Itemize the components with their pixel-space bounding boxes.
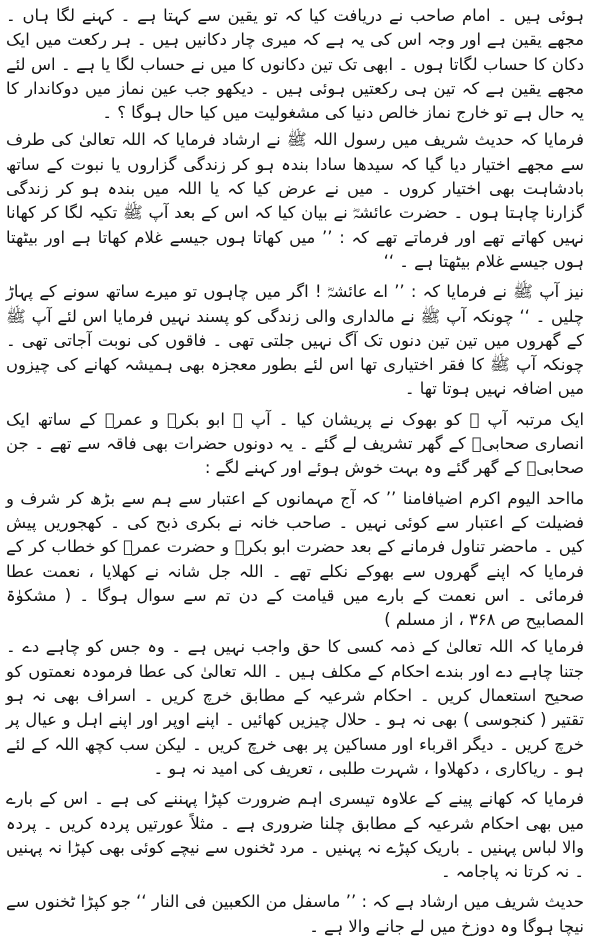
paragraph-5 bbox=[6, 487, 584, 633]
paragraph-1: ہوئی ہیں ۔ امام صاحب نے دریافت کیا کہ تو یقین سے کہتا ہے ۔ کہنے لگا ہاں ۔ مجھے یقین ہے اور وجہ اس کی یہ ہے کہ میری چار دکانیں ہیں ۔ ہر رکعت میں ایک دکان کا حساب لگاتا ہوں ۔ ابھی تک تین دکانوں کا میں نے حساب لگا یا ہے ۔ اس لئے مجھے یقین ہے کہ تین ہی رکعتیں ہوئی ہیں ۔ دیکھو جب عین نماز میں دوکاندار کا یہ حال ہے تو خارج نماز خالص دنیا کی مشغولیت میں کیا حال ہوگا ؟ ۔ bbox=[6, 6, 584, 123]
paragraph-7: فرمایا کہ کھانے پینے کے علاوہ تیسری اہم ضرورت کپڑا پہننے کی ہے ۔ اس کے بارے میں بھی احکام شرعیہ کے مطابق چلنا ضروری ہے ۔ مثلاً عورتیں پردہ کریں ۔ پردہ والا لباس پہنیں ۔ باریک کپڑے نہ پہنیں ۔ مرد ٹخنوں سے نیچے کوئی بھی کپڑا نہ پہنیں ۔ نہ کرتا نہ پاجامہ ۔ bbox=[6, 789, 584, 882]
paragraph-8: حدیث شریف میں ارشاد ہے کہ : ’’ ماسفل من الکعبین فی النار ‘‘ جو کپڑا ٹخنوں سے نیچا ہوگا وہ دوزخ میں لے جانے والا ہے ۔ bbox=[6, 892, 584, 936]
paragraph-6: فرمایا کہ اللہ تعالیٰ کے ذمہ کسی کا حق واجب نہیں ہے ۔ وہ جس کو چاہے دے ۔ جتنا چاہے دے اور بندے احکام کے مکلف ہیں ۔ اللہ تعالیٰ کی عطا فرمودہ نعمتوں کو صحیح استعمال کریں ۔ احکام شرعیہ کے مطابق خرچ کریں ۔ اسراف بھی نہ ہو تقتیر ( کنجوسی ) بھی نہ ہو ۔ حلال چیزیں کھائیں ۔ اپنے اوپر اور اپنے اہل و عیال پر خرچ کریں ۔ دیگر اقرباء اور مساکین پر بھی خرچ کریں ۔ لیکن سب کچھ اللہ کے لئے ہو ۔ ریاکاری ، دکھلاوا ، شہرت طلبی ، تعریف کی امید نہ ہو ۔ bbox=[6, 637, 584, 778]
paragraph-3: نیز آپ ﷺ نے فرمایا کہ : ’’ اے عائشہؓ ! اگر میں چاہوں تو میرے ساتھ سونے کے پہاڑ چلیں ۔ ‘‘ چونکہ آپ ﷺ نے مالداری والی زندگی کو پسند نہیں فرمایا اس لئے آپ ﷺ کے گھروں میں تین تین دنوں تک آگ نہیں جلتی تھی ۔ فاقوں کی نوبت آجاتی تھی ۔ چونکہ آپ ﷺ کا فقر اختیاری تھا اس لئے بطور معجزہ بھی ہمیشہ کھانے کی چیزوں میں اضافہ نہیں ہوتا تھا ۔ bbox=[6, 282, 584, 399]
paragraph-2: فرمایا کہ حدیث شریف میں رسول اللہ ﷺ نے ارشاد فرمایا کہ اللہ تعالیٰ کی طرف سے مجھے اختیار دیا گیا کہ سیدھا سادا بندہ ہو کر زندگی گزاروں یا نبوت کے ساتھ بادشاہت بھی اختیار کروں ۔ میں نے عرض کیا کہ یا اللہ میں بندہ ہو کر زندگی گزارنا چاہتا ہوں ۔ حضرت عائشہؓ نے بیان کیا کہ اس کے بعد آپ ﷺ تکیہ لگا کر کھانا نہیں کھاتے تھے اور فرماتے تھے کہ : ’’ میں کھاتا ہوں جیسے غلام کھاتا ہے اور بیٹھتا ہوں جیسے غلام بیٹھتا ہے ۔ ‘‘ bbox=[6, 130, 584, 271]
paragraph-4: ایک مرتبہ آپ ﷺ کو بھوک نے پریشان کیا ۔ آپ ﷺ ابو بکرؓ و عمرؓ کے ساتھ ایک انصاری صحابیؓ کے گھر تشریف لے گئے ۔ یہ دونوں حضرات بھی فاقہ سے تھے ۔ جن صحابیؓ کے گھر گئے وہ بہت خوش ہوئے اور کہنے لگے : bbox=[6, 409, 584, 478]
paragraph-5-text: اکرم اضیافامنا ’’ کہ آج مہمانوں کے اعتبار سے ہم سے بڑھ کر شرف و فضیلت کے اعتبار سے کوئی نہیں ۔ صاحب خانہ نے بکری ذبح کی ۔ کھجوریں پیش کیں ۔ ماحضر تناول فرمانے کے بعد حضرت ابو بکرؓ و حضرت عمرؓ کو خطاب کر کے فرمایا کہ اپنے گھروں سے بھوکے نکلے تھے ۔ اللہ جل شانہ نے کھلایا ، نعمت عطا فرمائی ۔ اس نعمت کے بارے میں قیامت کے دن تم سے سوال ہوگا ۔ ( مشکوٰۃ المصابیح ص ۳۶۸ ، از مسلم ) bbox=[6, 488, 584, 630]
arabic-phrase: مااحد الیوم bbox=[507, 488, 584, 508]
